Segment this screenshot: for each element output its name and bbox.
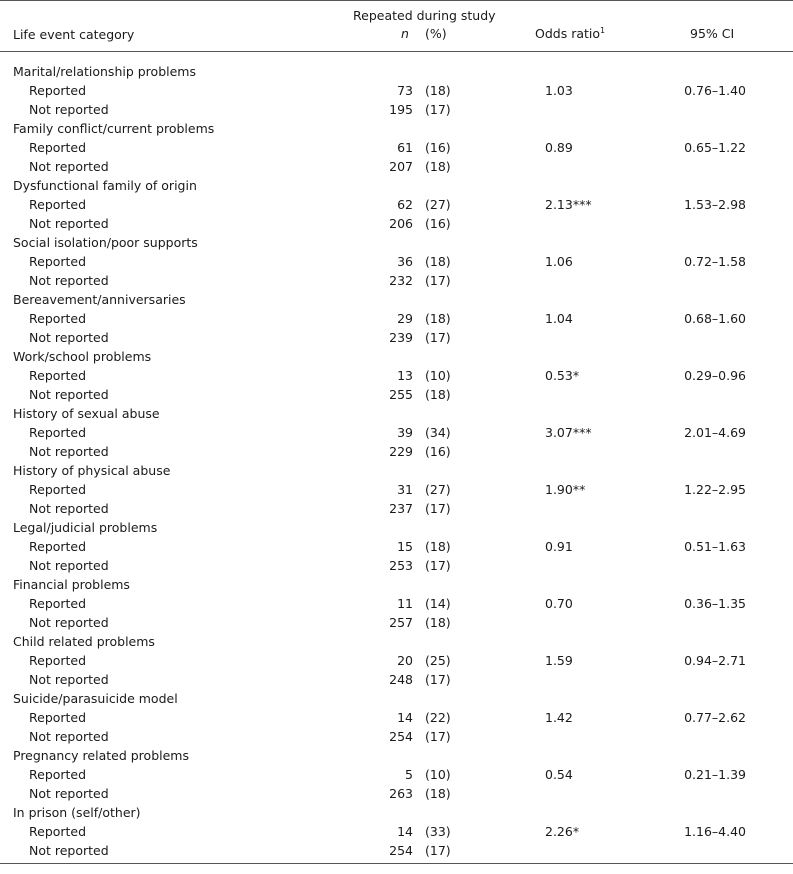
reported-pct: (34) [425,425,451,440]
odds-ratio: 0.53* [545,368,580,383]
not-reported-pct: (17) [425,672,451,687]
reported-pct: (16) [425,140,451,155]
not-reported-pct: (17) [425,558,451,573]
not-reported-label: Not reported [29,330,109,345]
header-rule [0,51,793,52]
category-name: Financial problems [13,577,130,592]
reported-n: 73 [397,83,413,98]
top-rule [0,0,793,1]
repeated-header: Repeated during study [353,8,496,23]
not-reported-n: 239 [389,330,413,345]
category-name: Social isolation/poor supports [13,235,198,250]
odds-ratio: 0.54 [545,767,573,782]
odds-ratio: 0.91 [545,539,573,554]
reported-n: 11 [397,596,413,611]
reported-n: 31 [397,482,413,497]
reported-label: Reported [29,482,87,497]
not-reported-label: Not reported [29,273,109,288]
reported-label: Reported [29,197,87,212]
odds-ratio: 1.90** [545,482,586,497]
category-name: Legal/judicial problems [13,520,158,535]
odds-ratio: 1.03 [545,83,573,98]
not-reported-n: 248 [389,672,413,687]
category-name: Pregnancy related problems [13,748,189,763]
category-name: Suicide/parasuicide model [13,691,178,706]
odds-ratio: 1.59 [545,653,573,668]
not-reported-n: 206 [389,216,413,231]
bottom-rule [0,863,793,864]
confidence-interval: 0.94–2.71 [684,653,746,668]
reported-label: Reported [29,539,87,554]
confidence-interval: 0.68–1.60 [684,311,746,326]
reported-n: 14 [397,824,413,839]
not-reported-label: Not reported [29,159,109,174]
reported-pct: (25) [425,653,451,668]
not-reported-n: 257 [389,615,413,630]
category-name: Bereavement/anniversaries [13,292,186,307]
reported-label: Reported [29,767,87,782]
not-reported-label: Not reported [29,615,109,630]
category-name: Work/school problems [13,349,152,364]
not-reported-label: Not reported [29,558,109,573]
odds-ratio: 3.07*** [545,425,592,440]
reported-label: Reported [29,425,87,440]
not-reported-label: Not reported [29,216,109,231]
confidence-interval: 0.51–1.63 [684,539,746,554]
category-name: History of sexual abuse [13,406,160,421]
reported-pct: (27) [425,197,451,212]
not-reported-pct: (17) [425,273,451,288]
n-header: n [401,26,409,41]
not-reported-n: 263 [389,786,413,801]
not-reported-pct: (16) [425,216,451,231]
not-reported-label: Not reported [29,501,109,516]
reported-pct: (18) [425,83,451,98]
reported-label: Reported [29,254,87,269]
category-name: Marital/relationship problems [13,64,196,79]
reported-pct: (22) [425,710,451,725]
not-reported-n: 255 [389,387,413,402]
confidence-interval: 0.77–2.62 [684,710,746,725]
reported-pct: (33) [425,824,451,839]
not-reported-label: Not reported [29,672,109,687]
reported-label: Reported [29,83,87,98]
reported-n: 13 [397,368,413,383]
category-name: In prison (self/other) [13,805,141,820]
reported-pct: (10) [425,368,451,383]
confidence-interval: 2.01–4.69 [684,425,746,440]
odds-ratio: 2.26* [545,824,580,839]
reported-n: 62 [397,197,413,212]
pct-header: (%) [425,26,447,41]
odds-ratio-header: Odds ratio$^1$ [535,25,606,41]
confidence-interval: 0.36–1.35 [684,596,746,611]
reported-label: Reported [29,311,87,326]
reported-pct: (18) [425,539,451,554]
category-name: Dysfunctional family of origin [13,178,197,193]
reported-label: Reported [29,368,87,383]
confidence-interval: 0.72–1.58 [684,254,746,269]
reported-n: 15 [397,539,413,554]
confidence-interval: 0.29–0.96 [684,368,746,383]
ci-header: 95% CI [690,26,735,41]
confidence-interval: 0.21–1.39 [684,767,746,782]
confidence-interval: 0.76–1.40 [684,83,746,98]
category-name: History of physical abuse [13,463,171,478]
not-reported-pct: (16) [425,444,451,459]
reported-pct: (27) [425,482,451,497]
odds-ratio: 0.70 [545,596,573,611]
odds-ratio: 0.89 [545,140,573,155]
odds-ratio: 2.13*** [545,197,592,212]
not-reported-n: 253 [389,558,413,573]
not-reported-n: 229 [389,444,413,459]
not-reported-n: 207 [389,159,413,174]
not-reported-n: 254 [389,729,413,744]
not-reported-n: 195 [389,102,413,117]
reported-pct: (10) [425,767,451,782]
not-reported-label: Not reported [29,729,109,744]
reported-pct: (18) [425,311,451,326]
confidence-interval: 1.22–2.95 [684,482,746,497]
not-reported-label: Not reported [29,387,109,402]
not-reported-label: Not reported [29,843,109,858]
not-reported-pct: (17) [425,501,451,516]
reported-n: 39 [397,425,413,440]
not-reported-pct: (18) [425,159,451,174]
not-reported-label: Not reported [29,102,109,117]
confidence-interval: 0.65–1.22 [684,140,746,155]
reported-n: 20 [397,653,413,668]
not-reported-label: Not reported [29,444,109,459]
reported-label: Reported [29,824,87,839]
not-reported-pct: (18) [425,786,451,801]
reported-n: 36 [397,254,413,269]
reported-n: 14 [397,710,413,725]
not-reported-n: 254 [389,843,413,858]
reported-label: Reported [29,653,87,668]
category-name: Family conflict/current problems [13,121,215,136]
category-header: Life event category [13,27,135,42]
not-reported-n: 232 [389,273,413,288]
reported-label: Reported [29,140,87,155]
odds-ratio: 1.04 [545,311,573,326]
not-reported-pct: (18) [425,615,451,630]
category-name: Child related problems [13,634,155,649]
not-reported-pct: (17) [425,729,451,744]
confidence-interval: 1.16–4.40 [684,824,746,839]
not-reported-pct: (18) [425,387,451,402]
odds-ratio: 1.42 [545,710,573,725]
reported-n: 29 [397,311,413,326]
not-reported-pct: (17) [425,102,451,117]
odds-ratio: 1.06 [545,254,573,269]
reported-n: 5 [405,767,413,782]
reported-label: Reported [29,710,87,725]
confidence-interval: 1.53–2.98 [684,197,746,212]
not-reported-pct: (17) [425,843,451,858]
reported-pct: (14) [425,596,451,611]
not-reported-pct: (17) [425,330,451,345]
reported-label: Reported [29,596,87,611]
reported-pct: (18) [425,254,451,269]
not-reported-label: Not reported [29,786,109,801]
reported-n: 61 [397,140,413,155]
not-reported-n: 237 [389,501,413,516]
